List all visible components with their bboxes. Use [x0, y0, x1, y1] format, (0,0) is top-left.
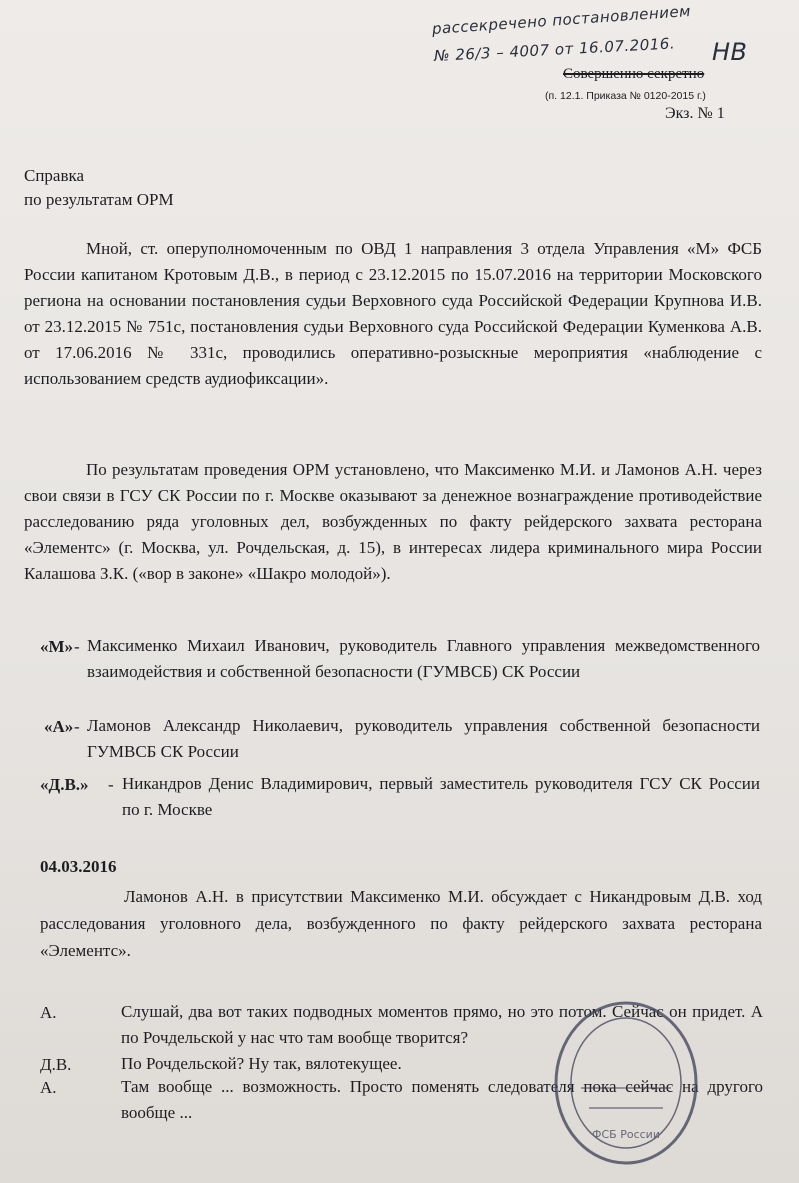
stamp-text: ФСБ России	[592, 1128, 660, 1141]
person-description-m: Максименко Михаил Иванович, руководитель Главного управления межведомственного взаимодействия и собственной безопасности (ГУМВСБ) СК России	[87, 636, 760, 681]
paragraph-findings: По результатам проведения ОРМ установлено, что Максименко М.И. и Ламонов А.Н. через свои связи в ГСУ СК России по г. Москве оказывают за денежное вознаграждение противодействие расследованию ряда уголовных дел, возбужденных по факту рейдерского захвата ресторана «Элементс» (г. Москва, ул. Рочдельская, д. 15), в интересах лидера криминального мира России Калашова З.К. («вор в законе» «Шакро молодой»).	[24, 460, 762, 583]
dialogue-line: Там вообще ... возможность. Просто поменять следователя пока сейчас на другого вообще ...	[121, 1077, 763, 1122]
official-stamp	[551, 998, 701, 1178]
copy-number: Экз. № 1	[665, 105, 725, 122]
dialogue-line: Слушай, два вот таких подводных моментов прямо, но это потом. Сейчас он придет. А по Рочдельской у нас что там вообще творится?	[121, 1002, 763, 1047]
handwritten-initials: НВ	[712, 38, 748, 66]
person-description-a: Ламонов Александр Николаевич, руководитель управления собственной безопасности ГУМВСБ СК России	[87, 716, 760, 761]
order-reference: (п. 12.1. Приказа № 0120-2015 г.)	[545, 90, 706, 102]
dialogue-speaker: А.	[40, 1078, 57, 1097]
person-label-m: «М»	[40, 637, 74, 656]
classification-label: Совершенно секретно	[563, 66, 705, 82]
person-label-a: «А»	[44, 717, 74, 736]
document-subtitle: по результатам ОРМ	[24, 190, 174, 209]
dialogue-speaker: Д.В.	[40, 1055, 72, 1074]
handwritten-declassification-note: рассекречено постановлением	[431, 1, 692, 38]
document-title: Справка	[24, 166, 85, 185]
person-label-dv: «Д.В.»	[40, 775, 89, 794]
episode-date: 04.03.2016	[40, 857, 117, 876]
person-dash: -	[74, 637, 80, 656]
paragraph-operation-basis: Мной, ст. оперуполномоченным по ОВД 1 направления 3 отдела Управления «М» ФСБ России капитаном Кротовым Д.В., в период с 23.12.2015 по 15.07.2016 на территории Московского региона на основании постановления судьи Верховного суда Российской Федерации Крупнова И.В. от 23.12.2015 № 751с, постановления судьи Верховного суда Российской Федерации Куменкова А.В. от 17.06.2016 № 331с, проводились оперативно-розыскные мероприятия «наблюдение с использованием средств аудиофиксации».	[24, 239, 762, 388]
dialogue-line: По Рочдельской? Ну так, вялотекущее.	[121, 1054, 402, 1073]
episode-summary: Ламонов А.Н. в присутствии Максименко М.И. обсуждает с Никандровым Д.В. ход расследования уголовного дела, возбужденного по факту рейдерского захвата ресторана «Элементс».	[40, 887, 762, 960]
person-dash: -	[108, 775, 114, 794]
person-dash: -	[74, 717, 80, 736]
dialogue-speaker: А.	[40, 1003, 57, 1022]
handwritten-decree-number: № 26/3 – 4007 от 16.07.2016.	[433, 34, 676, 65]
person-description-dv: Никандров Денис Владимирович, первый заместитель руководителя ГСУ СК России по г. Москве	[122, 774, 760, 819]
